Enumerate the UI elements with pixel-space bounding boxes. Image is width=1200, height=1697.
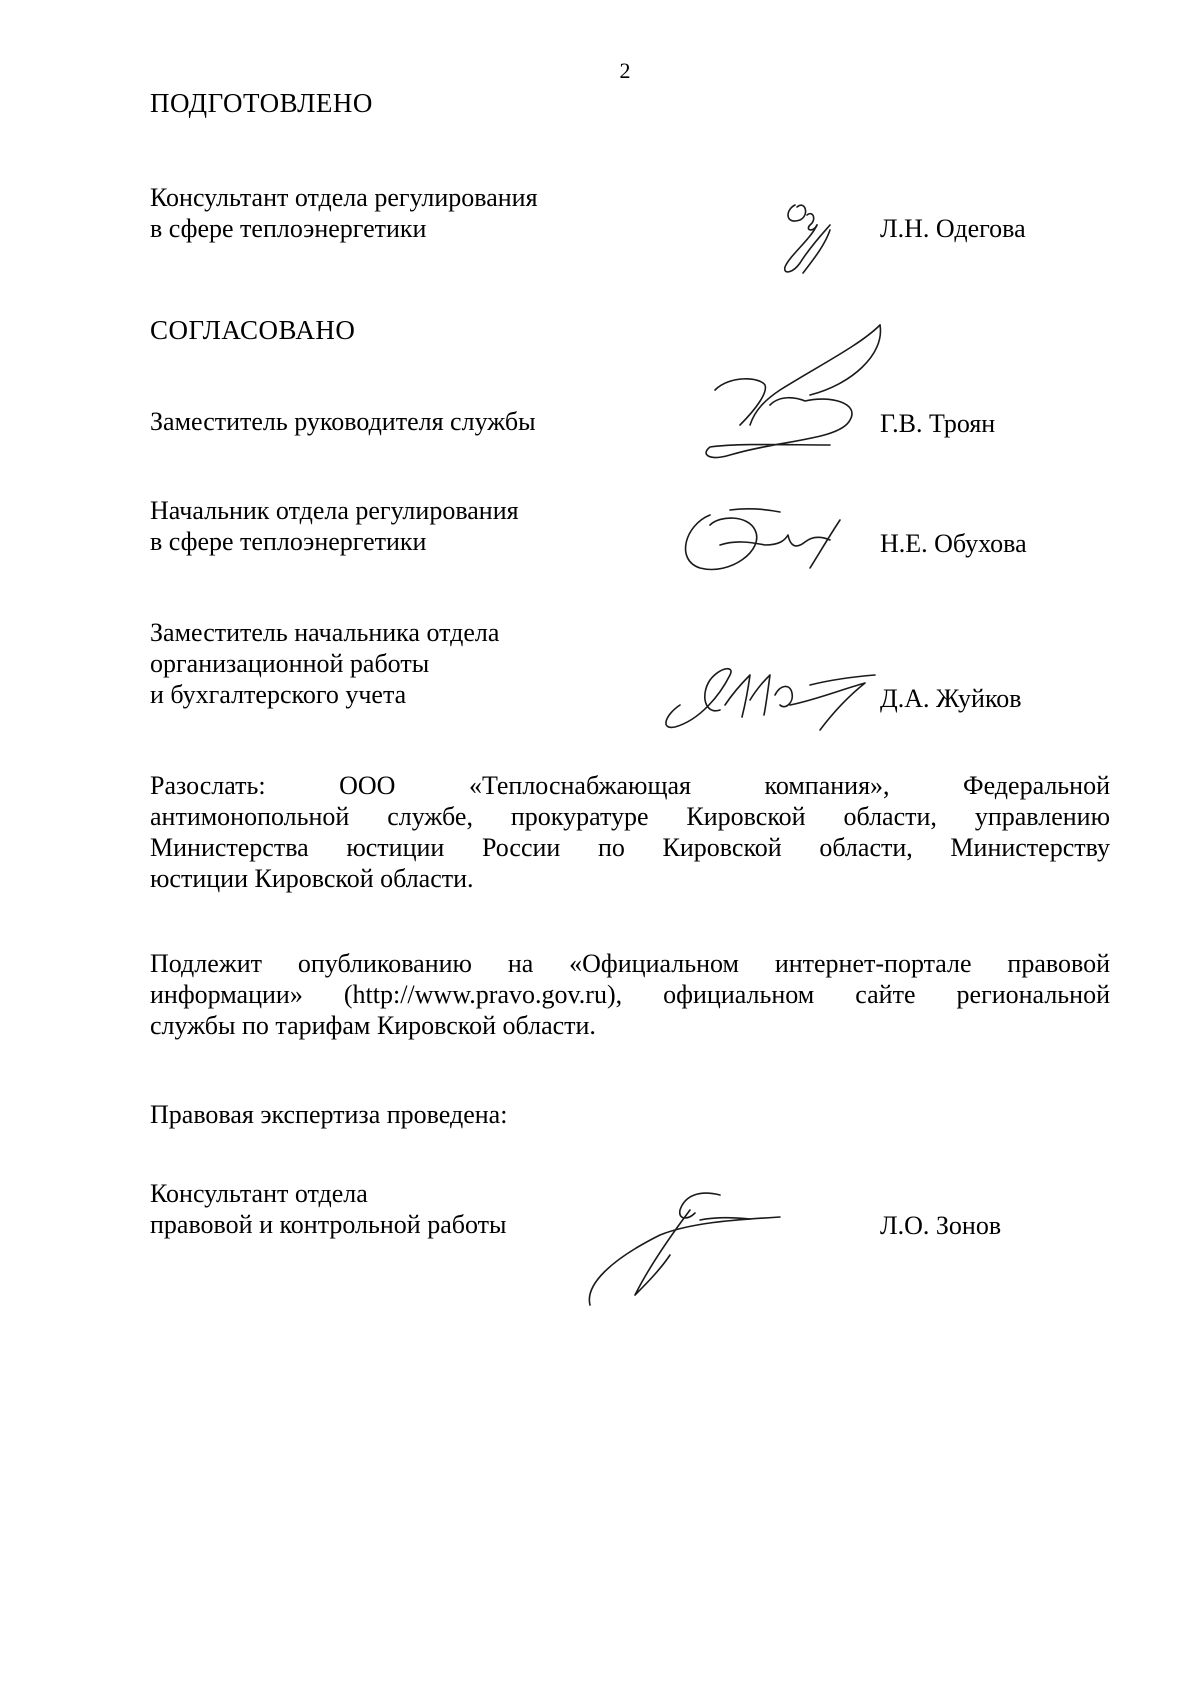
page-number: 2 [619,58,631,83]
prepared-position [150,182,538,244]
legal-review-name: Л.О. Зонов [880,1211,1002,1240]
position-line: Консультант отдела [150,1179,368,1208]
position-line: и бухгалтерского учета [150,680,407,709]
agreed-position-2 [150,495,519,557]
agreed-name-1: Г.В. Троян [880,409,996,438]
position-line: Заместитель руководителя службы [150,407,536,436]
paragraph-line: Министерства юстиции России по Кировской области, Министерству [150,833,1110,862]
position-line: Консультант отдела регулирования [150,183,538,212]
paragraph-line: службы по тарифам Кировской области. [150,1011,596,1040]
prepared-heading: ПОДГОТОВЛЕНО [150,88,373,118]
signature-zhuikov [650,655,895,740]
paragraph-line: информации» (http://www.pravo.gov.ru), официальном сайте региональной [150,980,1110,1009]
signature-zonov [580,1175,800,1315]
paragraph-line: Подлежит опубликованию на «Официальном интернет-портале правовой [150,949,1110,978]
position-line: Заместитель начальника отдела [150,618,500,647]
signature-odegova [755,185,865,295]
publication-paragraph [150,948,1110,1041]
paragraph-line: Разослать: ООО «Теплоснабжающая компания», Федеральной [150,771,1110,800]
distribution-paragraph [150,770,1110,894]
agreed-name-3: Д.А. Жуйков [880,684,1022,713]
position-line: организационной работы [150,649,430,678]
position-line: в сфере теплоэнергетики [150,527,427,556]
position-line: правовой и контрольной работы [150,1210,507,1239]
agreed-position-3 [150,617,499,710]
position-line: Начальник отдела регулирования [150,496,519,525]
prepared-name: Л.Н. Одегова [880,214,1026,243]
paragraph-line: юстиции Кировской области. [150,864,474,893]
agreed-name-2: Н.Е. Обухова [880,529,1027,558]
signature-obukhova [670,490,860,580]
position-line: в сфере теплоэнергетики [150,214,427,243]
legal-review-position [150,1178,506,1240]
legal-review-heading: Правовая экспертиза проведена: [150,1100,508,1129]
agreed-position-1 [150,406,536,437]
paragraph-line: антимонопольной службе, прокуратуре Кировской области, управлению [150,802,1110,831]
agreed-heading: СОГЛАСОВАНО [150,315,356,345]
signature-troyan [670,315,890,485]
